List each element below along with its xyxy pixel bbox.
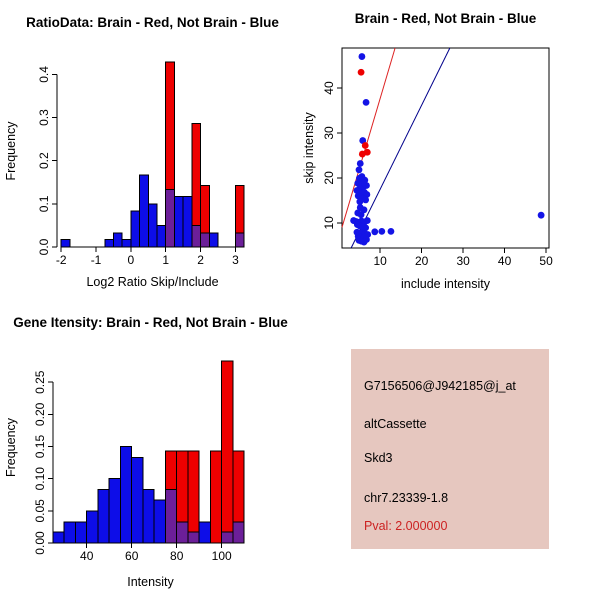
notbrain-bar (61, 240, 70, 247)
x-tick-label: 100 (211, 549, 232, 563)
overlap-bar (177, 522, 188, 543)
notbrain-point (388, 228, 395, 235)
brain-point (362, 142, 369, 149)
x-tick-label: 30 (456, 254, 470, 268)
x-axis-label: Intensity (127, 575, 174, 589)
overlap-bar (192, 225, 201, 247)
x-tick-label: 10 (373, 254, 387, 268)
notbrain-bar (132, 457, 143, 543)
panel-intensity-scatter (300, 0, 600, 300)
notbrain-bar (183, 197, 192, 247)
x-axis-label: Log2 Ratio Skip/Include (86, 275, 219, 289)
notbrain-bar (53, 532, 64, 543)
y-tick-label: 0.05 (33, 499, 47, 523)
x-tick-label: 40 (80, 549, 94, 563)
notbrain-bar (154, 500, 165, 543)
ratio-histogram-chart (0, 0, 300, 300)
notbrain-point (378, 228, 385, 235)
notbrain-bar (148, 204, 157, 247)
notbrain-bar (174, 197, 183, 247)
notbrain-bar (105, 240, 114, 247)
notbrain-point (363, 236, 370, 243)
y-tick-label: 0.10 (33, 467, 47, 491)
brain-bar (222, 361, 233, 543)
notbrain-point (356, 166, 363, 173)
notbrain-bar (199, 522, 210, 543)
y-tick-label: 10 (322, 216, 336, 230)
notbrain-bar (122, 240, 131, 247)
notbrain-point (358, 211, 365, 218)
histogram-bars (53, 361, 244, 543)
y-tick-label: 0.2 (37, 152, 51, 170)
x-tick-label: 80 (170, 549, 184, 563)
histogram-bars (61, 62, 244, 247)
notbrain-bar (209, 233, 218, 247)
x-tick-label: -1 (90, 253, 102, 267)
notbrain-bar (98, 490, 109, 543)
overlap-bar (165, 490, 176, 543)
overlap-bar (188, 532, 199, 543)
overlap-bar (222, 532, 233, 543)
overlap-bar (233, 522, 244, 543)
notbrain-bar (75, 522, 86, 543)
y-axis-label: Frequency (4, 121, 18, 181)
chart-title: Brain - Red, Not Brain - Blue (354, 11, 537, 26)
notbrain-point (356, 198, 363, 205)
y-tick-label: 0.00 (33, 531, 47, 555)
gene-info-box (351, 349, 549, 549)
x-tick-label: 1 (162, 253, 170, 267)
plot-box (342, 48, 549, 248)
notbrain-bar (113, 233, 122, 247)
brain-point (364, 149, 371, 156)
intensity-scatter-chart (300, 0, 600, 300)
x-tick-label: 0 (127, 253, 135, 267)
x-axis-label: include intensity (401, 277, 490, 291)
y-tick-label: 0.20 (33, 402, 47, 427)
y-tick-label: 0.4 (37, 66, 51, 83)
notbrain-point (538, 212, 545, 219)
probe-id-text: G7156506@J942185@j_at (364, 379, 516, 393)
notbrain-bar (120, 447, 131, 543)
location-text: chr7.23339-1.8 (364, 491, 449, 505)
notbrain-point (362, 197, 369, 204)
notbrain-point (363, 99, 370, 106)
x-tick-label: 3 (232, 253, 239, 267)
y-tick-label: 0.0 (37, 238, 51, 256)
overlap-bar (201, 233, 210, 247)
gene-name-text: Skd3 (364, 451, 393, 465)
brain-bar (210, 451, 221, 543)
y-axis-label: skip intensity (302, 112, 316, 184)
y-tick-label: 0.3 (37, 109, 51, 126)
notbrain-point (364, 217, 371, 224)
y-tick-label: 0.1 (37, 195, 51, 213)
pval-text: Pval: 2.000000 (364, 519, 448, 533)
y-tick-label: 30 (322, 126, 336, 140)
notbrain-bar (157, 225, 166, 247)
gene-intensity-histogram-chart (0, 300, 300, 600)
notbrain-point (363, 182, 370, 189)
overlap-bar (235, 233, 244, 247)
scatter-points (350, 53, 544, 245)
chart-title: RatioData: Brain - Red, Not Brain - Blue (26, 15, 279, 30)
x-tick-label: 40 (497, 254, 512, 268)
notbrain-point (371, 228, 378, 235)
event-type-text: altCassette (364, 417, 427, 431)
y-tick-label: 40 (322, 81, 336, 95)
notbrain-bar (87, 511, 98, 543)
panel-gene-intensity-histogram (0, 300, 300, 600)
notbrain-bar (140, 175, 149, 247)
notbrain-bar (109, 479, 120, 543)
overlap-bar (166, 190, 175, 247)
notbrain-bar (64, 522, 75, 543)
notbrain-bar (131, 211, 140, 247)
notbrain-point (357, 160, 364, 167)
y-tick-label: 0.25 (33, 370, 47, 394)
brain-point (358, 69, 365, 76)
notbrain-bar (143, 490, 154, 543)
notbrain-point (359, 53, 366, 60)
x-tick-label: 20 (414, 254, 429, 268)
brain-bar (188, 451, 199, 543)
x-tick-label: 2 (197, 253, 204, 267)
chart-title: Gene Itensity: Brain - Red, Not Brain - Blue (13, 315, 288, 330)
y-tick-label: 20 (322, 171, 336, 185)
y-tick-label: 0.15 (33, 434, 47, 459)
panel-gene-info (300, 300, 600, 600)
x-tick-label: -2 (55, 253, 67, 267)
x-tick-label: 60 (125, 549, 139, 563)
x-tick-label: 50 (539, 254, 553, 268)
y-axis-label: Frequency (4, 417, 18, 478)
panel-ratio-histogram (0, 0, 300, 300)
